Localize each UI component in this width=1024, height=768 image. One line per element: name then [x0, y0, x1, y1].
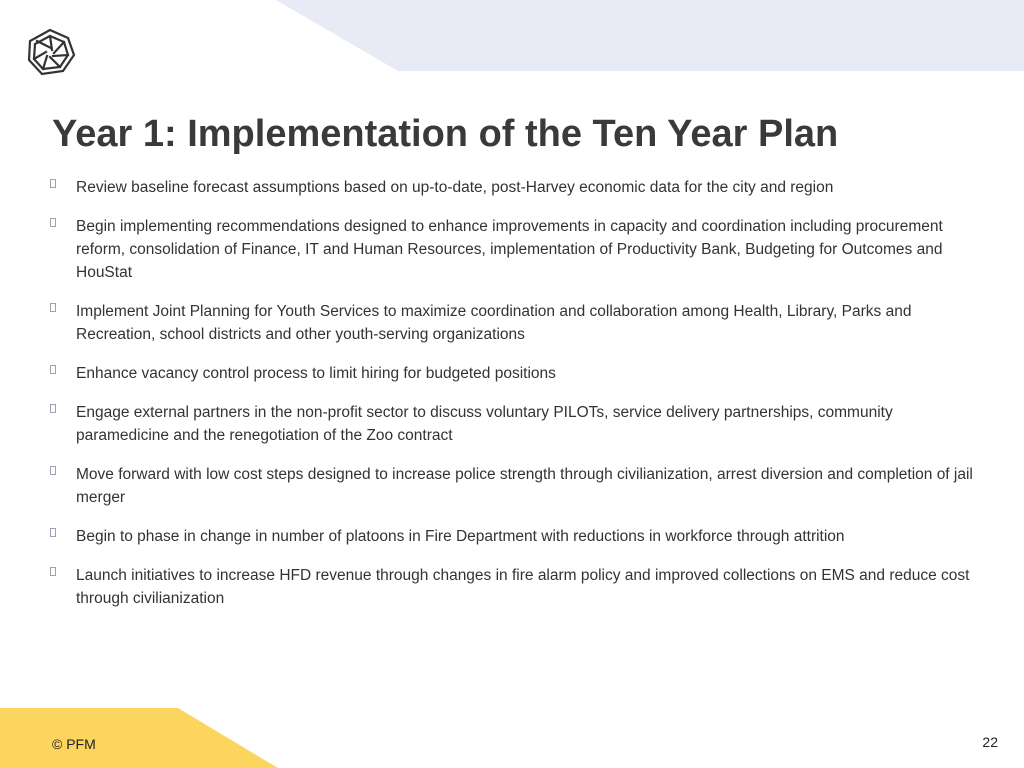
bullet-text: Engage external partners in the non-profit sector to discuss voluntary PILOTs, service delivery partnerships, community paramedicine and the renegotiation of the Zoo contract: [76, 404, 893, 444]
pfm-logo-icon: [23, 27, 77, 77]
bullet-text: Review baseline forecast assumptions based on up-to-date, post-Harvey economic data for the city and region: [76, 179, 834, 196]
bullet-marker-icon: [50, 179, 56, 188]
bullet-item: [48, 401, 978, 447]
bullet-item: [48, 176, 978, 199]
bullet-text: Begin to phase in change in number of platoons in Fire Department with reductions in workforce through attrition: [76, 528, 845, 545]
bullet-marker-icon: [50, 404, 56, 413]
bullet-text: Begin implementing recommendations designed to enhance improvements in capacity and coordination including procurement reform, consolidation of Finance, IT and Human Resources, implementation of Productivity Bank, Budgeting for Outcomes and HouStat: [76, 218, 943, 281]
bullet-text: Implement Joint Planning for Youth Services to maximize coordination and collaboration among Health, Library, Parks and Recreation, school districts and other youth-serving organizations: [76, 303, 912, 343]
bullet-marker-icon: [50, 218, 56, 227]
page-number: 22: [982, 734, 998, 750]
slide-title: Year 1: Implementation of the Ten Year Plan: [52, 113, 839, 155]
bullet-marker-icon: [50, 303, 56, 312]
bullet-item: [48, 215, 978, 284]
bullet-item: [48, 564, 978, 610]
bullet-marker-icon: [50, 365, 56, 374]
top-decorative-band: [0, 0, 1024, 72]
bullet-text: Enhance vacancy control process to limit hiring for budgeted positions: [76, 365, 556, 382]
bullet-text: Launch initiatives to increase HFD revenue through changes in fire alarm policy and improved collections on EMS and reduce cost through civilianization: [76, 567, 970, 607]
bullet-marker-icon: [50, 567, 56, 576]
bullet-item: [48, 525, 978, 548]
bullet-marker-icon: [50, 528, 56, 537]
footer-copyright: © PFM: [52, 736, 96, 752]
bullet-text: Move forward with low cost steps designed to increase police strength through civilianization, arrest diversion and completion of jail merger: [76, 466, 973, 506]
bullet-item: [48, 362, 978, 385]
bullet-item: [48, 300, 978, 346]
bullet-item: [48, 463, 978, 509]
bullet-list: [48, 176, 978, 626]
bullet-marker-icon: [50, 466, 56, 475]
bottom-decorative-band: [0, 708, 300, 768]
